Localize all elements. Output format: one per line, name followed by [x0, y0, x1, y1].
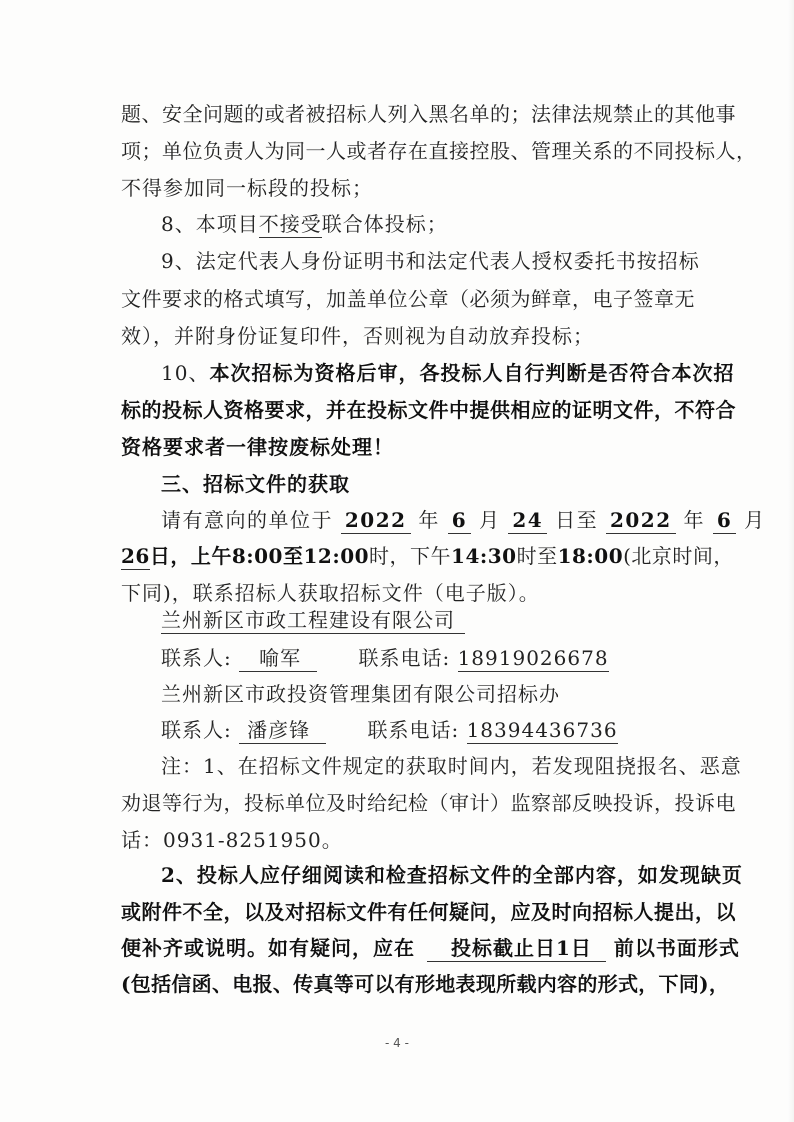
acquire-time-line	[121, 541, 734, 571]
acquire-date-line	[161, 505, 766, 535]
date-text: 请有意向的单位于	[161, 508, 333, 532]
contact-name-1: 喻军	[239, 645, 317, 672]
phone-number-1: 18919026678	[457, 646, 609, 670]
phone-number-2: 18394436736	[466, 718, 618, 742]
contact-row-1	[161, 643, 609, 673]
time-value: 12:00	[303, 544, 370, 568]
text-line: 项；单位负责人为同一人或者存在直接控股、管理关系的不同投标人，	[121, 139, 757, 163]
contact-label: 联系人:	[161, 646, 232, 670]
org-1	[161, 605, 465, 635]
time-value: 8:00	[231, 544, 283, 568]
note-1: 注：1、在招标文件规定的获取时间内，若发现阻挠报名、恶意	[161, 754, 742, 778]
clause-10-bold-text: 本次招标为资格后审，各投标人自行判断是否符合本次招	[209, 361, 735, 385]
clause-8-prefix: 8、本项目	[161, 212, 259, 236]
scan-edge-shadow	[788, 0, 794, 1122]
end-month: 6	[713, 508, 736, 534]
bold-line: (包括信函、电报、传真等可以有形地表现所载内容的形式，下同)，	[121, 972, 730, 996]
clause-8-underlined: 不接受	[258, 212, 322, 236]
time-value: 14:30	[451, 544, 517, 568]
end-day: 26	[121, 544, 150, 568]
text-line: 不得参加同一标段的投标；	[121, 176, 373, 200]
text-line: 题、安全问题的或者被招标人列入黑名单的；法律法规禁止的其他事	[121, 102, 736, 126]
start-month: 6	[448, 508, 471, 534]
bold-line: 资格要求者一律按废标处理！	[121, 435, 394, 459]
phone-label: 联系电话:	[367, 718, 460, 742]
clause-10	[161, 358, 735, 388]
time-text: (北京时间，	[623, 544, 734, 568]
clause-8	[161, 209, 448, 239]
date-text: 日至	[555, 508, 599, 532]
date-text: 月	[744, 508, 766, 532]
text-line: 下同)，联系招标人获取招标文件（电子版）。	[121, 581, 540, 605]
contact-row-2	[161, 715, 618, 745]
time-text: 时至	[516, 544, 558, 568]
section-heading: 三、招标文件的获取	[161, 472, 350, 496]
page-number: - 4 -	[385, 1036, 409, 1050]
bold-line: 标的投标人资格要求，并在投标文件中提供相应的证明文件，不符合	[121, 398, 736, 422]
bold-text: 前以书面形式	[613, 936, 740, 960]
clause-8-suffix: 联合体投标；	[321, 212, 448, 236]
note-2: 2、投标人应仔细阅读和检查招标文件的全部内容，如发现缺页	[161, 863, 743, 887]
time-text: 至	[282, 544, 304, 568]
text-line: 劝退等行为，投标单位及时给纪检（审计）监察部反映投诉，投诉电	[121, 791, 736, 815]
contact-name-2: 潘彦锋	[239, 717, 326, 744]
start-day: 24	[508, 508, 547, 534]
date-text: 月	[479, 508, 501, 532]
clause-10-number: 10、	[161, 361, 210, 385]
org-1-name: 兰州新区市政工程建设有限公司	[161, 607, 465, 634]
date-text: 年	[418, 508, 440, 532]
text-line: 效），并附身份证复印件，否则视为自动放弃投标；	[121, 324, 594, 348]
time-text: 时，下午	[369, 544, 452, 568]
deadline-underlined: 投标截止日1日	[427, 935, 606, 962]
org-2: 兰州新区市政投资管理集团有限公司招标办	[161, 682, 560, 706]
time-text: 日，上午	[149, 544, 232, 568]
text-line: 文件要求的格式填写，加盖单位公章（必须为鲜章，电子签章无	[121, 287, 695, 311]
phone-label: 联系电话:	[358, 646, 451, 670]
start-year: 2022	[341, 508, 411, 534]
end-year: 2022	[606, 508, 676, 534]
text-line: 话：0931-8251950。	[121, 828, 343, 852]
date-text: 年	[683, 508, 705, 532]
bold-text: 便补齐或说明。如有疑问，应在	[121, 936, 415, 960]
bold-line: 或附件不全，以及对招标文件有任何疑问，应及时向招标人提出，以	[121, 900, 736, 924]
contact-label: 联系人:	[161, 718, 232, 742]
time-value: 18:00	[557, 544, 624, 568]
bold-line	[121, 933, 740, 963]
clause-9: 9、法定代表人身份证明书和法定代表人授权委托书按招标	[161, 249, 700, 273]
